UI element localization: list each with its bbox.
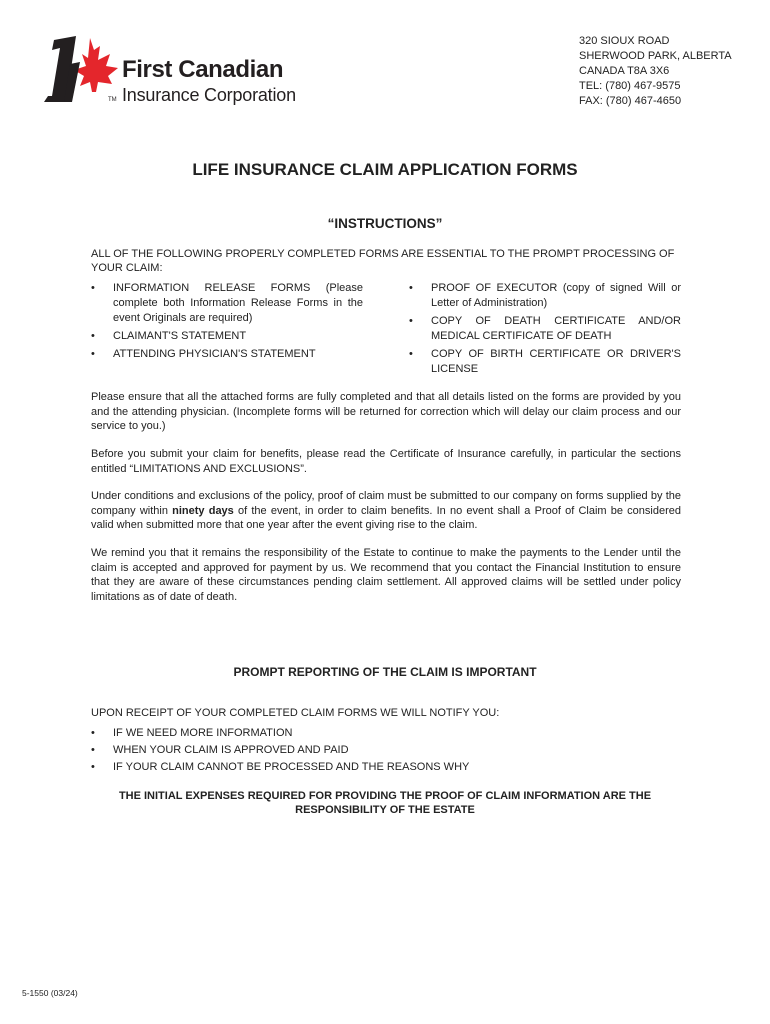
trademark-mark: TM bbox=[108, 97, 117, 103]
list-item: • COPY OF DEATH CERTIFICATE AND/OR MEDICAL CERTIFICATE OF DEATH bbox=[409, 315, 681, 342]
company-name: First Canadian bbox=[122, 56, 284, 83]
list-item: • CLAIMANT'S STATEMENT bbox=[91, 330, 247, 342]
paragraph-complete-forms: Please ensure that all the attached forms are fully completed and that all details listed on the forms are provided by you and the attending physician. (Incomplete forms will be returned for correction which will delay our claim process and our service to you.) bbox=[91, 391, 681, 432]
required-forms-left bbox=[91, 281, 363, 365]
list-item: • IF YOUR CLAIM CANNOT BE PROCESSED AND THE REASONS WHY bbox=[91, 759, 469, 776]
paragraph-certificate: Before you submit your claim for benefits, please read the Certificate of Insurance carefully, in particular the sections entitled “LIMITATIONS AND EXCLUSIONS”. bbox=[91, 448, 681, 475]
address-line: 320 SIOUX ROAD bbox=[579, 35, 670, 47]
intro-text: ALL OF THE FOLLOWING PROPERLY COMPLETED FORMS ARE ESSENTIAL TO THE PROMPT PROCESSING OF YOUR CLAIM: bbox=[91, 248, 675, 274]
list-item: • PROOF OF EXECUTOR (copy of signed Will or Letter of Administration) bbox=[409, 282, 681, 309]
bullet: • bbox=[409, 282, 413, 294]
maple-leaf-icon bbox=[74, 38, 118, 92]
bullet: • bbox=[91, 727, 95, 739]
address-line: CANADA T8A 3X6 bbox=[579, 65, 670, 77]
list-item: • ATTENDING PHYSICIAN'S STATEMENT bbox=[91, 348, 316, 360]
fax-number: FAX: (780) 467-4650 bbox=[579, 95, 682, 107]
list-item: • COPY OF BIRTH CERTIFICATE OR DRIVER'S LICENSE bbox=[409, 348, 681, 375]
bullet: • bbox=[91, 348, 95, 360]
bullet: • bbox=[409, 315, 413, 327]
prompt-reporting-heading: PROMPT REPORTING OF THE CLAIM IS IMPORTANT bbox=[233, 665, 537, 679]
bullet: • bbox=[409, 348, 413, 360]
ninety-days-emphasis: ninety days bbox=[172, 504, 234, 517]
bullet: • bbox=[91, 761, 95, 773]
final-note: THE INITIAL EXPENSES REQUIRED FOR PROVIDING THE PROOF OF CLAIM INFORMATION ARE THE RESPONSIBILITY OF THE ESTATE bbox=[118, 790, 652, 816]
company-name-line2: Insurance Corporation bbox=[122, 85, 296, 105]
bullet: • bbox=[91, 282, 95, 294]
required-forms-right bbox=[409, 281, 681, 380]
phone-number: TEL: (780) 467-9575 bbox=[579, 80, 681, 92]
list-item: • IF WE NEED MORE INFORMATION bbox=[91, 725, 469, 742]
paragraph-estate-payments: We remind you that it remains the responsibility of the Estate to continue to make the payments to the Lender until the claim is accepted and approved for payment by us. We recommend that you contact the Financial Institution to ensure that they are aware of these circumstances pending claim settlement. All approved claims will be settled under policy limitations as of date of death. bbox=[91, 547, 681, 603]
notify-list bbox=[91, 725, 469, 776]
paragraph-ninety-days: Under conditions and exclusions of the policy, proof of claim must be submitted to our company on forms supplied by the company within ninety days of the event, in order to claim benefits. In no event shall a Proof of Claim be considered valid when submitted more that one year after the event giving rise to the claim. bbox=[91, 490, 681, 531]
list-item: • INFORMATION RELEASE FORMS (Please complete both Information Release Forms in the event Originals are required) bbox=[91, 282, 363, 324]
address-line: SHERWOOD PARK, ALBERTA bbox=[579, 50, 732, 62]
document-title: LIFE INSURANCE CLAIM APPLICATION FORMS bbox=[192, 160, 578, 179]
notify-intro: UPON RECEIPT OF YOUR COMPLETED CLAIM FORMS WE WILL NOTIFY YOU: bbox=[91, 707, 500, 719]
form-number: 5-1550 (03/24) bbox=[22, 988, 78, 998]
bullet: • bbox=[91, 330, 95, 342]
instructions-heading: “INSTRUCTIONS” bbox=[327, 216, 443, 231]
company-logo bbox=[40, 34, 310, 108]
list-item: • WHEN YOUR CLAIM IS APPROVED AND PAID bbox=[91, 742, 469, 759]
company-address bbox=[579, 34, 732, 109]
bullet: • bbox=[91, 744, 95, 756]
